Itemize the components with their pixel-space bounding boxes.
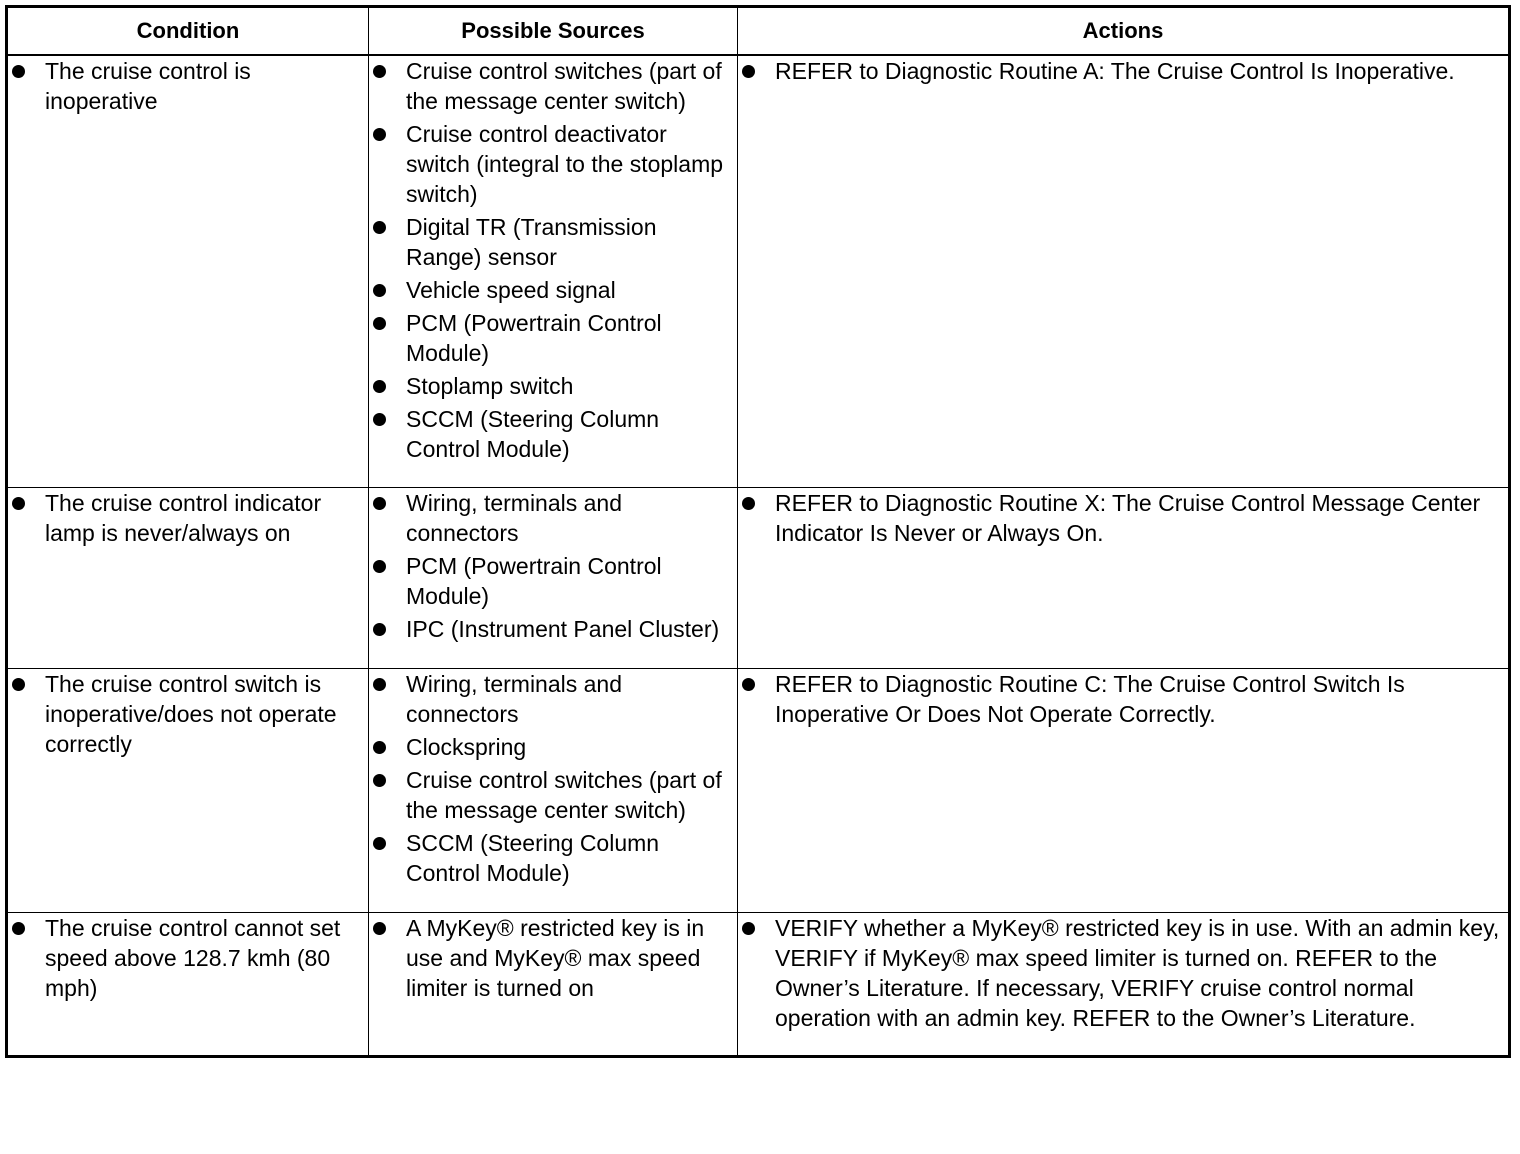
list-item [369,765,737,825]
condition-text: The cruise control switch is inoperative/does not operate correctly [45,671,337,757]
bullet-icon [373,413,386,426]
list-item [738,669,1508,729]
bullet-icon [742,65,755,78]
list-item [369,614,737,644]
list-item [8,669,368,759]
source-text: Stoplamp switch [406,373,574,399]
bullet-icon [373,65,386,78]
list-item [369,551,737,611]
header-condition: Condition [7,7,369,56]
bullet-icon [373,678,386,691]
header-row [7,7,1510,56]
bullet-icon [373,837,386,850]
condition-cell [7,488,369,669]
symptom-chart-table [5,5,1511,1058]
condition-cell [7,913,369,1057]
action-text: REFER to Diagnostic Routine C: The Cruise Control Switch Is Inoperative Or Does Not Operate Correctly. [775,671,1405,727]
list-item [369,212,737,272]
bullet-icon [12,922,25,935]
action-text: REFER to Diagnostic Routine X: The Cruise Control Message Center Indicator Is Never or Always On. [775,490,1481,546]
bullet-icon [373,284,386,297]
action-text: VERIFY whether a MyKey® restricted key is in use. With an admin key, VERIFY if MyKey® max speed limiter is turned on. REFER to the Owner’s Literature. If necessary, VERIFY cruise control normal operation with an admin key. REFER to the Owner’s Literature. [775,915,1500,1031]
bullet-icon [373,317,386,330]
source-text: IPC (Instrument Panel Cluster) [406,616,720,642]
source-text: PCM (Powertrain Control Module) [406,553,662,609]
actions-cell [738,669,1510,913]
bullet-icon [373,741,386,754]
bullet-icon [742,497,755,510]
source-text: A MyKey® restricted key is in use and MyKey® max speed limiter is turned on [406,915,705,1001]
bullet-icon [373,774,386,787]
condition-cell [7,55,369,488]
bullet-icon [373,221,386,234]
bullet-icon [12,497,25,510]
condition-cell [7,669,369,913]
list-item [369,828,737,888]
list-item [738,488,1508,548]
source-text: Vehicle speed signal [406,277,616,303]
source-text: Cruise control switches (part of the message center switch) [406,58,722,114]
list-item [369,371,737,401]
sources-cell [369,669,738,913]
list-item [369,56,737,116]
source-text: SCCM (Steering Column Control Module) [406,406,660,462]
list-item [369,913,737,1003]
source-text: Digital TR (Transmission Range) sensor [406,214,657,270]
bullet-icon [373,623,386,636]
list-item [369,275,737,305]
actions-cell [738,913,1510,1057]
action-text: REFER to Diagnostic Routine A: The Cruise Control Is Inoperative. [775,58,1455,84]
source-text: Wiring, terminals and connectors [406,671,623,727]
bullet-icon [12,678,25,691]
source-text: Cruise control deactivator switch (integral to the stoplamp switch) [406,121,724,207]
bullet-icon [373,497,386,510]
bullet-icon [742,678,755,691]
bullet-icon [373,560,386,573]
header-actions: Actions [738,7,1510,56]
actions-cell [738,488,1510,669]
bullet-icon [742,922,755,935]
source-text: Wiring, terminals and connectors [406,490,623,546]
source-text: Clockspring [406,734,527,760]
sources-cell [369,913,738,1057]
list-item [738,56,1508,86]
list-item [8,56,368,116]
condition-text: The cruise control indicator lamp is never/always on [45,490,322,546]
header-possible-sources: Possible Sources [369,7,738,56]
condition-text: The cruise control cannot set speed above 128.7 kmh (80 mph) [45,915,341,1001]
bullet-icon [373,922,386,935]
table-row [7,913,1510,1057]
sources-cell [369,488,738,669]
list-item [738,913,1508,1033]
source-text: SCCM (Steering Column Control Module) [406,830,660,886]
actions-cell [738,55,1510,488]
list-item [369,488,737,548]
source-text: Cruise control switches (part of the message center switch) [406,767,722,823]
table-row [7,669,1510,913]
list-item [369,119,737,209]
condition-text: The cruise control is inoperative [45,58,251,114]
bullet-icon [12,65,25,78]
list-item [369,308,737,368]
table-row [7,55,1510,488]
sources-cell [369,55,738,488]
table-row [7,488,1510,669]
list-item [8,913,368,1003]
bullet-icon [373,380,386,393]
source-text: PCM (Powertrain Control Module) [406,310,662,366]
list-item [369,404,737,464]
list-item [369,732,737,762]
list-item [369,669,737,729]
list-item [8,488,368,548]
bullet-icon [373,128,386,141]
